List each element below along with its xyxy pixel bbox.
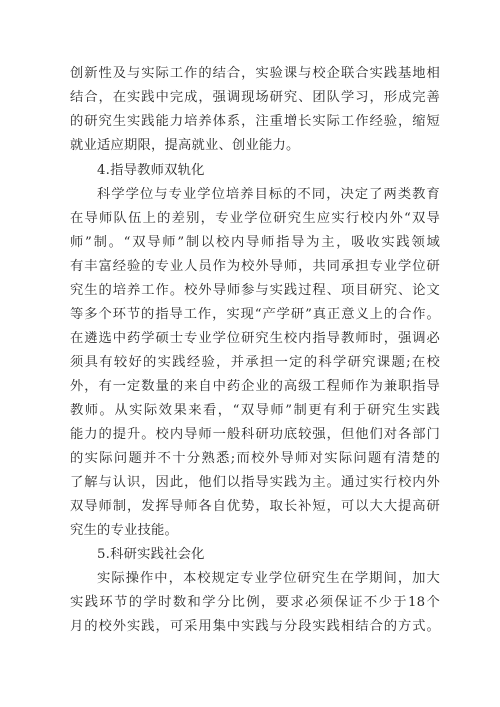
paragraph-line: 双导师制，发挥导师各自优势，取长补短，可以大大提高研 bbox=[70, 499, 440, 514]
section-heading: 4.指导教师双轨化 bbox=[97, 163, 205, 178]
paragraph-line: 等多个环节的指导工作，实现“产学研”真正意义上的合作。 bbox=[70, 307, 440, 322]
paragraph-line: 的研究生实践能力培养体系，注重增长实际工作经验，缩短 bbox=[70, 114, 440, 129]
paragraph-line: 了解与认识，因此，他们以指导实践为主。通过实行校内外 bbox=[70, 475, 440, 490]
paragraph-line: 究生的专业技能。 bbox=[70, 523, 178, 538]
paragraph-line: 结合，在实践中完成，强调现场研究、团队学习，形成完善 bbox=[70, 90, 440, 105]
paragraph-line: 科学学位与专业学位培养目标的不同，决定了两类教育 bbox=[97, 187, 440, 202]
paragraph-line: 外，有一定数量的来自中药企业的高级工程师作为兼职指导 bbox=[70, 379, 440, 394]
paragraph-line: 创新性及与实际工作的结合，实验课与校企联合实践基地相 bbox=[70, 66, 440, 81]
paragraph-line: 实践环节的学时数和学分比例，要求必须保证不少于18个 bbox=[70, 595, 440, 610]
paragraph-line: 月的校外实践，可采用集中实践与分段实践相结合的方式。 bbox=[70, 619, 440, 634]
paragraph-line: 的实际问题并不十分熟悉;而校外导师对实际问题有清楚的 bbox=[70, 451, 440, 466]
paragraph-line: 有丰富经验的专业人员作为校外导师，共同承担专业学位研 bbox=[70, 259, 440, 274]
paragraph-line: 师”制。“双导师”制以校内导师指导为主，吸收实践领域 bbox=[70, 235, 440, 250]
paragraph-line: 能力的提升。校内导师一般科研功底较强，但他们对各部门 bbox=[70, 427, 440, 442]
paragraph-line: 就业适应期限，提高就业、创业能力。 bbox=[70, 138, 300, 153]
paragraph-line: 在导师队伍上的差别，专业学位研究生应实行校内外“双导 bbox=[70, 211, 440, 226]
paragraph-line: 教师。从实际效果来看，“双导师”制更有利于研究生实践 bbox=[70, 403, 440, 418]
paragraph-line: 究生的培养工作。校外导师参与实践过程、项目研究、论文 bbox=[70, 283, 440, 298]
paragraph-line: 须具有较好的实践经验，并承担一定的科学研究课题;在校 bbox=[70, 355, 440, 370]
paragraph-line: 实际操作中，本校规定专业学位研究生在学期间，加大 bbox=[97, 571, 440, 586]
paragraph-line: 在遴选中药学硕士专业学位研究生校内指导教师时，强调必 bbox=[70, 331, 440, 346]
section-heading: 5.科研实践社会化 bbox=[97, 547, 205, 562]
